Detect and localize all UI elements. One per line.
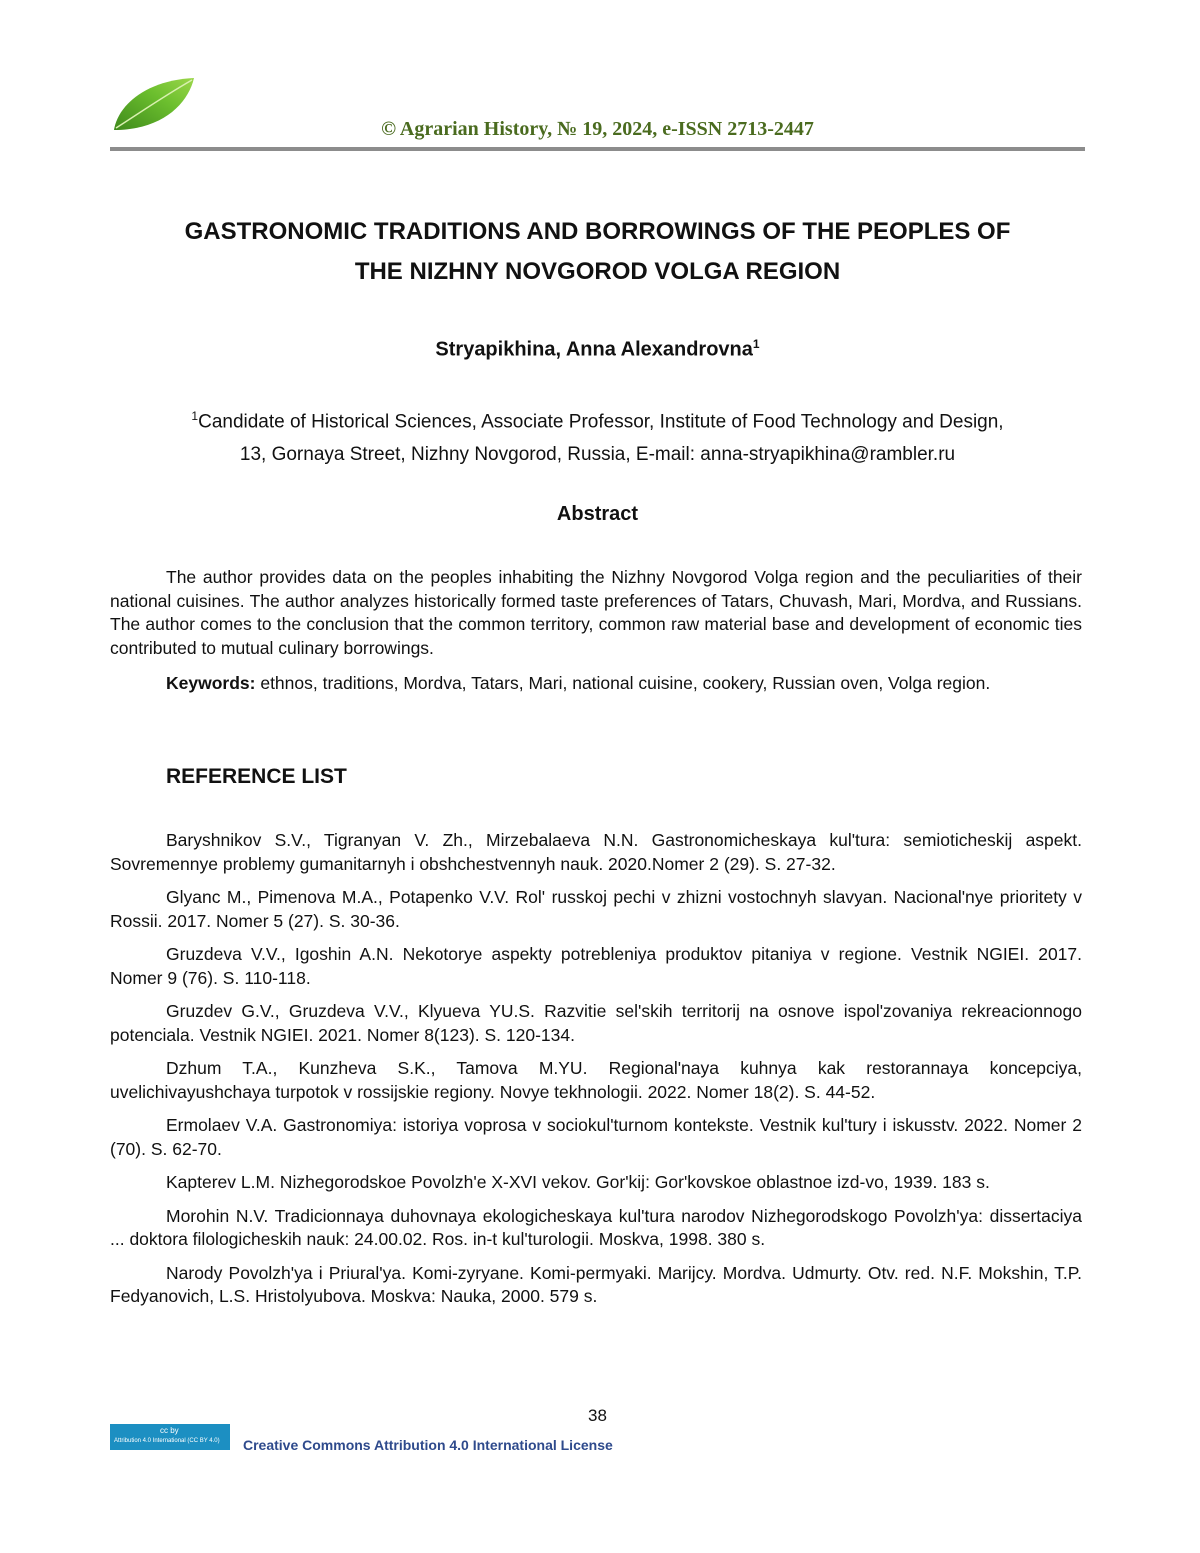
abstract-heading: Abstract (556, 503, 639, 525)
affiliation-superscript: 1 (191, 409, 199, 423)
author-superscript: 1 (752, 337, 760, 351)
keywords (110, 672, 1082, 696)
reference-list-heading: REFERENCE LIST (166, 765, 347, 788)
cc-license-badge[interactable] (110, 1424, 230, 1450)
reference-item: Narody Povolzh'ya i Priural'ya. Komi-zyryane. Komi-permyaki. Marijcy. Mordva. Udmurty. Otv. red. N.F. Mokshin, T.P. Fedyanovich, L.S. Hristolyubova. Moskva: Nauka, 2000. 579 s. (110, 1262, 1082, 1306)
author-text: Stryapikhina, Anna Alexandrovna (435, 338, 753, 361)
title-line-2: THE NIZHNY NOVGOROD VOLGA REGION (354, 258, 841, 285)
reference-list (110, 829, 1082, 1319)
affiliation-line-1 (110, 400, 1085, 438)
author-name (110, 337, 1085, 362)
affiliation-line-2: 13, Gornaya Street, Nizhny Novgorod, Russia, E-mail: anna-stryapikhina@rambler.ru (239, 444, 956, 466)
reference-item: Morohin N.V. Tradicionnaya duhovnaya ekologicheskaya kul'tura narodov Nizhegorodskogo Povolzh'ya: dissertaciya ... doktora filologicheskih nauk: 24.00.02. Ros. in-t kul'turologii. Moskva, 1998. 380 s. (110, 1205, 1082, 1249)
title-line-1: GASTRONOMIC TRADITIONS AND BORROWINGS OF THE PEOPLES OF (184, 218, 1011, 245)
article-title (110, 212, 1085, 292)
affiliation-text-1: Candidate of Historical Sciences, Associate Professor, Institute of Food Technology and Design, (198, 411, 1004, 433)
reference-item: Gruzdev G.V., Gruzdeva V.V., Klyueva YU.S. Razvitie sel'skih territorij na osnove ispol'zovaniya rekreacionnogo potenciala. Vestnik NGIEI. 2021. Nomer 8(123). S. 120-134. (110, 1001, 1082, 1045)
header-rule (110, 147, 1085, 151)
journal-header: © Agrarian History, № 19, 2024, e-ISSN 2713-2447 (381, 118, 814, 140)
reference-item: Baryshnikov S.V., Tigranyan V. Zh., Mirzebalaeva N.N. Gastronomicheskaya kul'tura: semioticheskij aspekt. Sovremennye problemy gumanitarnyh i obshchestvennyh nauk. 2020.Nomer 2 (29). S. 27-32. (110, 830, 1082, 874)
cc-logo-icon: cc by (160, 1426, 179, 1435)
abstract-text: The author provides data on the peoples inhabiting the Nizhny Novgorod Volga region and the peculiarities of their national cuisines. The author analyzes historically formed taste preferences of Tatars, Chuvash, Mari, Mordva, and Russians. The author comes to the conclusion that the common territory, common raw material base and development of economic ties contributed to mutual culinary borrowings. (110, 567, 1082, 658)
keywords-text: ethnos, traditions, Mordva, Tatars, Mari, national cuisine, cookery, Russian oven, Volga region. (255, 673, 991, 693)
license-text: Creative Commons Attribution 4.0 International License (243, 1437, 613, 1453)
page-number: 38 (588, 1406, 607, 1425)
cc-badge-text: Attribution 4.0 International (CC BY 4.0) (114, 1438, 220, 1444)
reference-item: Glyanc M., Pimenova M.A., Potapenko V.V. Rol' russkoj pechi v zhizni vostochnyh slavyan. Nacional'nye prioritety v Rossii. 2017. Nomer 5 (27). S. 30-36. (110, 887, 1082, 931)
reference-item: Kapterev L.M. Nizhegorodskoe Povolzh'e X-XVI vekov. Gor'kij: Gor'kovskoe oblastnoe izd-vo, 1939. 183 s. (166, 1172, 990, 1192)
keywords-label: Keywords: (166, 673, 256, 693)
reference-item: Ermolaev V.A. Gastronomiya: istoriya voprosa v sociokul'turnom kontekste. Vestnik kul'tury i iskusstv. 2022. Nomer 2 (70). S. 62-70. (110, 1115, 1082, 1159)
reference-item: Dzhum T.A., Kunzheva S.K., Tamova M.YU. Regional'naya kuhnya kak restorannaya koncepciya, uvelichivayushchaya turpotok v rossijskie regiony. Novye tekhnologii. 2022. Nomer 18(2). S. 44-52. (110, 1058, 1082, 1102)
affiliation (110, 400, 1085, 471)
reference-item: Gruzdeva V.V., Igoshin A.N. Nekotorye aspekty potrebleniya produktov pitaniya v regione. Vestnik NGIEI. 2017. Nomer 9 (76). S. 110-118. (110, 944, 1082, 988)
